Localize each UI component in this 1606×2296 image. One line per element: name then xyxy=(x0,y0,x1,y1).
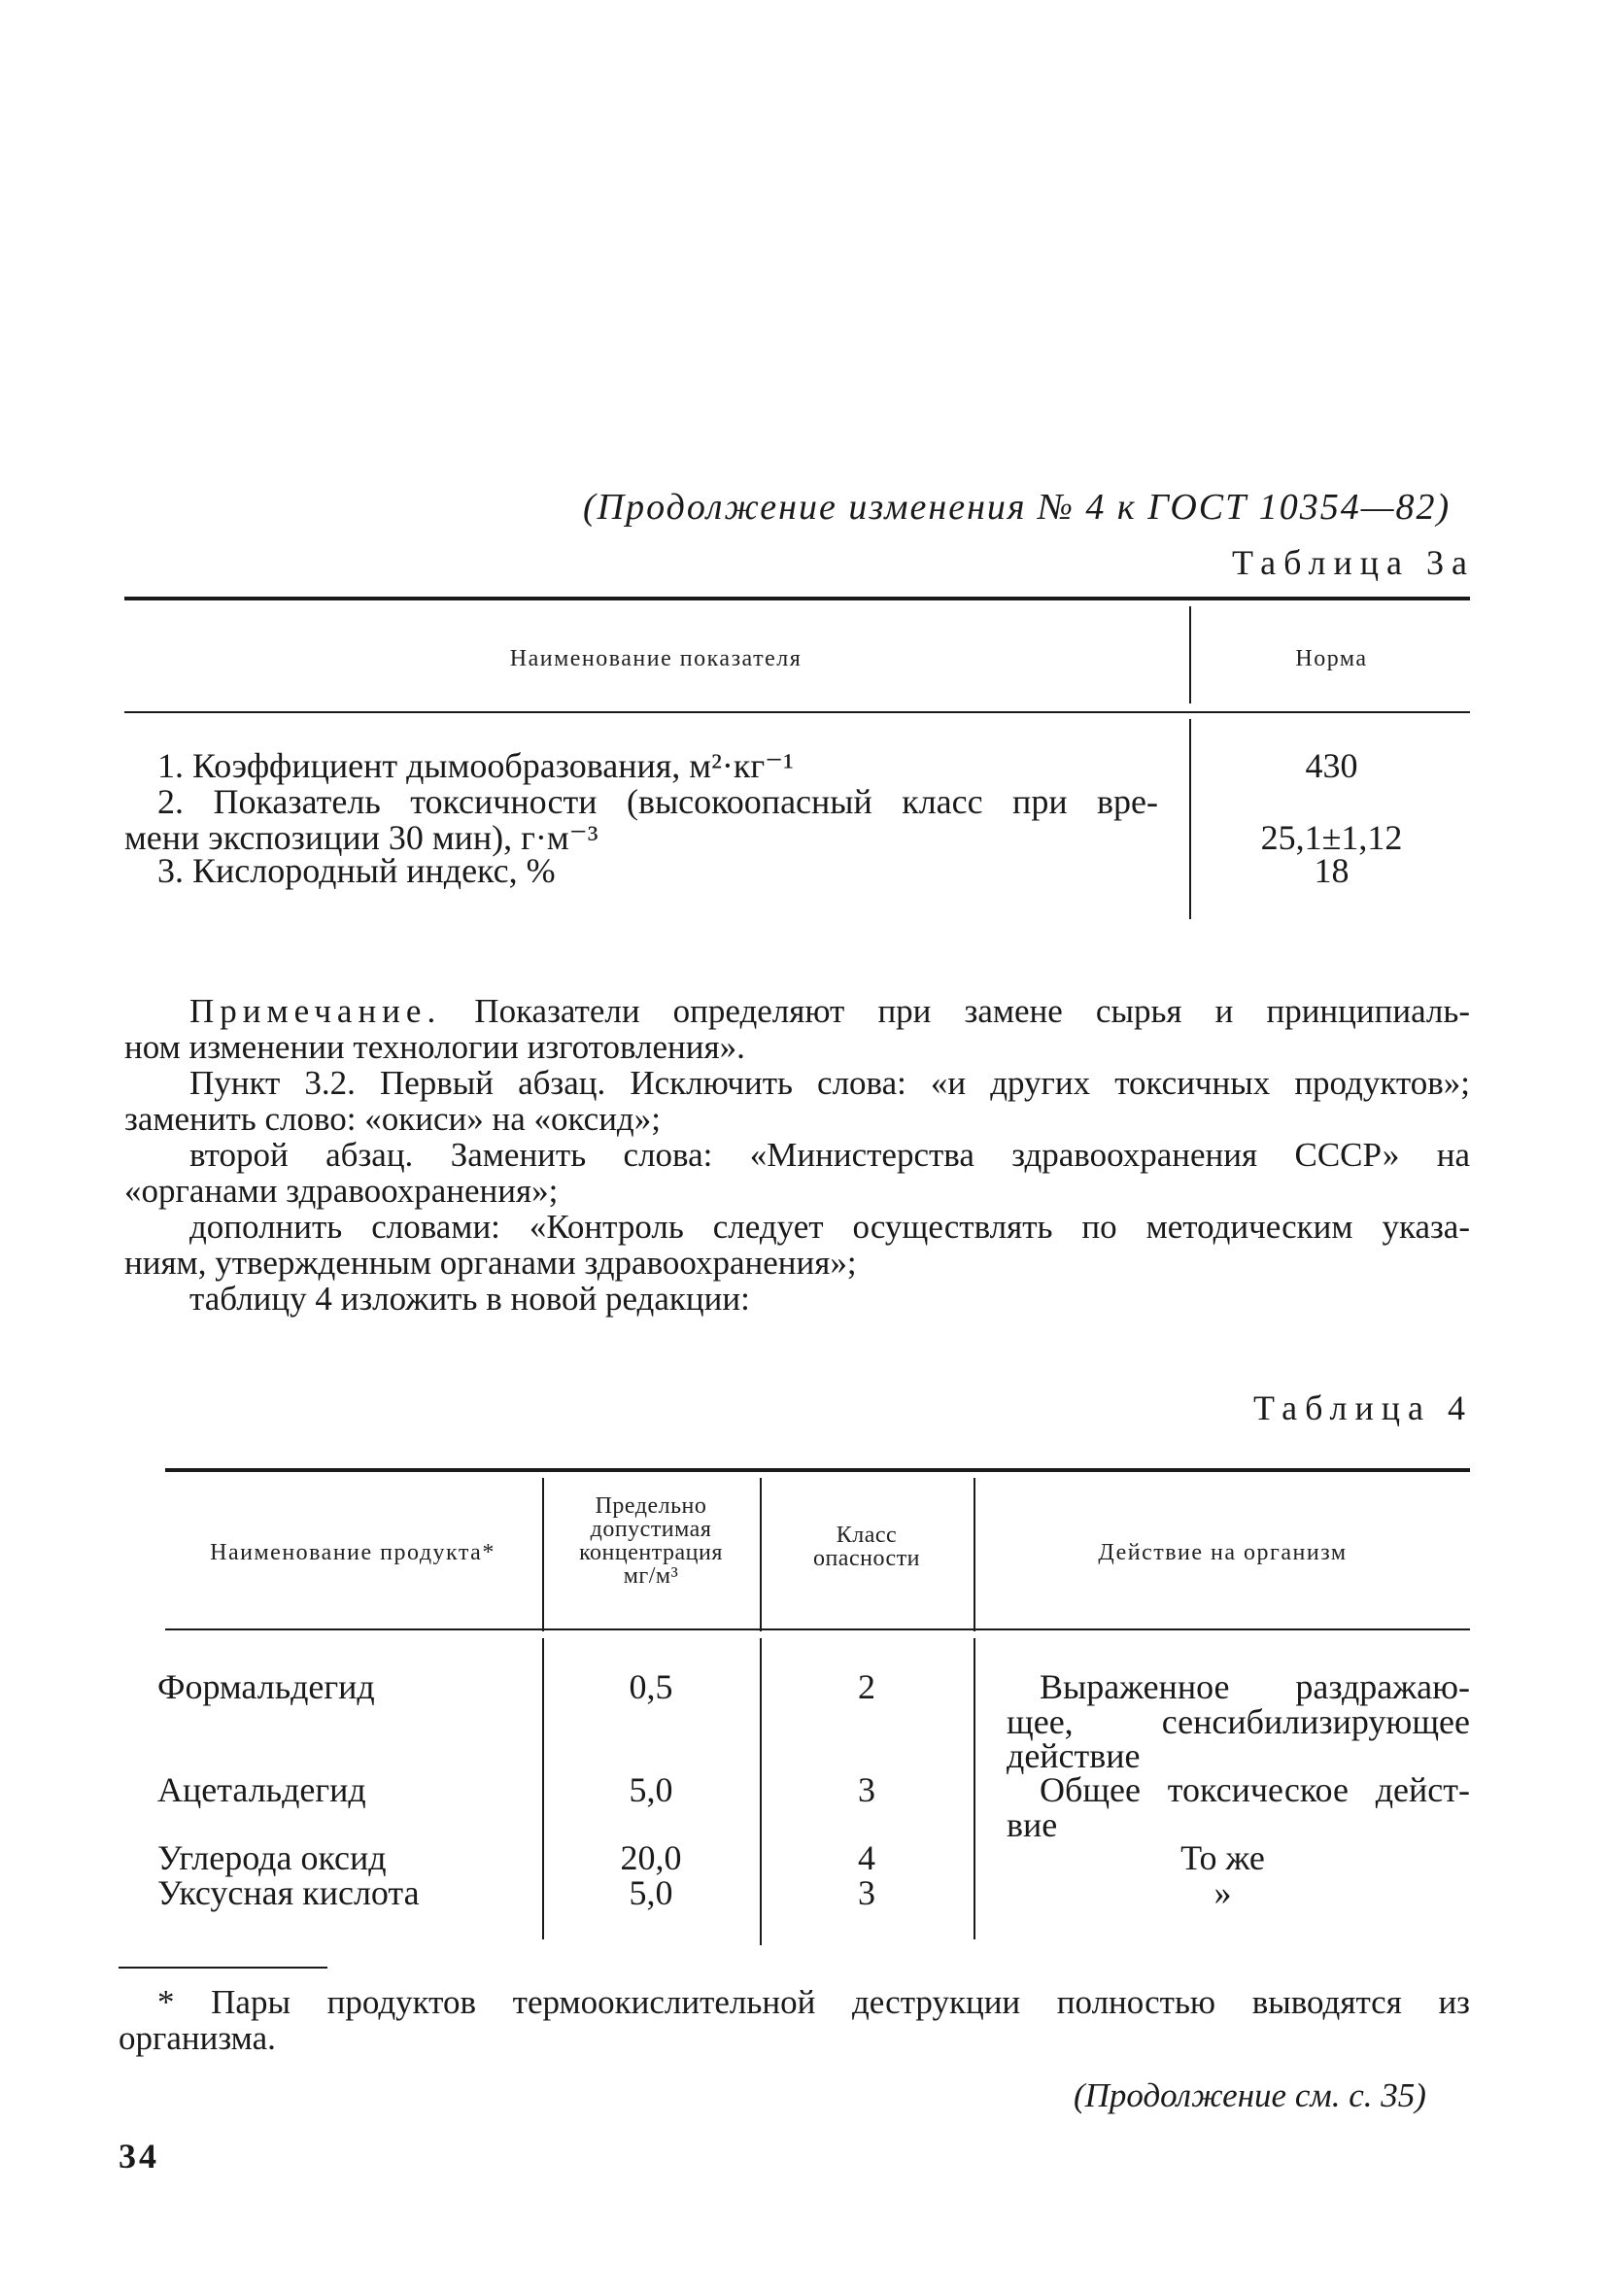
table-3a-row-1-value: 430 xyxy=(1305,746,1358,785)
table-4-row-3-class: 4 xyxy=(858,1838,875,1877)
table-3a-row-3-value: 18 xyxy=(1314,851,1350,890)
table-4-row-1-effect-line1: Выраженное раздражаю- xyxy=(1040,1667,1470,1706)
table-4-row-4-class: 3 xyxy=(858,1873,875,1912)
table-4-row-4-product: Уксусная кислота xyxy=(157,1873,420,1912)
table-4-col-mpc-line1: Предельно xyxy=(595,1493,707,1519)
table-3a-col-norm: Норма xyxy=(1295,646,1368,671)
table-4-row-1-mpc: 0,5 xyxy=(629,1667,673,1706)
table-4-row-1-effect-line2: щее, сенсибилизирующее xyxy=(1007,1702,1470,1741)
paragraph-1-line-2: заменить слово: «окиси» на «оксид»; xyxy=(124,1100,661,1138)
table-4-top-rule xyxy=(165,1468,1470,1472)
note-label: Примечание. xyxy=(189,992,442,1030)
note-line-1 xyxy=(189,993,1470,1029)
table-3a-body-divider xyxy=(1189,719,1191,919)
table-4-row-2-effect-line2: вие xyxy=(1007,1805,1058,1844)
table-4-caption: Таблица 4 xyxy=(1253,1388,1473,1427)
paragraph-3-line-2: ниям, утвержденным органами здравоохранения»; xyxy=(124,1244,857,1282)
table-4-col-class xyxy=(762,1524,972,1570)
table-4-col-product: Наименование продукта* xyxy=(210,1540,495,1565)
table-3a-col-name: Наименование показателя xyxy=(509,646,803,671)
paragraph-2-line-2: «органами здравоохранения»; xyxy=(124,1172,559,1210)
table-4-col-effect: Действие на организм xyxy=(1098,1540,1348,1565)
footnote-line-1: * Пары продуктов термоокислительной деструкции полностью выводятся из xyxy=(157,1983,1470,2021)
footnote-rule xyxy=(119,1967,327,1969)
paragraph-2-line-1: второй абзац. Заменить слова: «Министерства здравоохранения СССР» на xyxy=(189,1136,1470,1174)
table-4-row-3-product: Углерода оксид xyxy=(157,1838,387,1877)
table-4-col-mpc-line4: мг/м³ xyxy=(623,1563,679,1589)
table-3a-row-2-value: 25,1±1,12 xyxy=(1260,818,1403,857)
table-3a-row-1-name: 1. Коэффициент дымообразования, м²·кг⁻¹ xyxy=(157,746,794,785)
paragraph-3-line-1: дополнить словами: «Контроль следует осуществлять по методическим указа- xyxy=(189,1208,1470,1246)
paragraph-1-line-1: Пункт 3.2. Первый абзац. Исключить слова: «и других токсичных продуктов»; xyxy=(189,1064,1470,1102)
table-4-row-1-class: 2 xyxy=(858,1667,875,1706)
table-4-row-4-effect: » xyxy=(1213,1873,1232,1912)
table-4-row-3-mpc: 20,0 xyxy=(620,1838,682,1877)
table-4-row-1-effect-line3: действие xyxy=(1007,1736,1141,1775)
table-3a-row-3-name: 3. Кислородный индекс, % xyxy=(157,851,556,890)
page-number: 34 xyxy=(119,2137,159,2176)
paragraph-4: таблицу 4 изложить в новой редакции: xyxy=(189,1280,750,1318)
table-4-row-3-effect: То же xyxy=(1180,1838,1265,1877)
continuation-header: (Продолжение изменения № 4 к ГОСТ 10354—82) xyxy=(583,487,1452,528)
table-3a-caption: Таблица 3а xyxy=(1232,543,1475,582)
note-line-2: ном изменении технологии изготовления». xyxy=(124,1028,745,1066)
table-3a-header-divider xyxy=(1189,606,1191,703)
table-4-row-1-product: Формальдегид xyxy=(157,1667,375,1706)
table-4-col-mpc-line2: допустимая xyxy=(590,1517,712,1542)
table-4-row-4-mpc: 5,0 xyxy=(629,1873,673,1912)
continuation-reference: (Продолжение см. с. 35) xyxy=(1074,2076,1426,2114)
note-text: Показатели определяют при замене сырья и принципиаль- xyxy=(441,992,1470,1030)
table-4-row-2-mpc: 5,0 xyxy=(629,1770,673,1809)
table-4-col-class-line2: опасности xyxy=(812,1546,921,1571)
table-3a-header-rule xyxy=(124,711,1470,713)
table-4-row-2-product: Ацетальдегид xyxy=(157,1770,366,1809)
table-3a-row-2-name-line1: 2. Показатель токсичности (высокоопасный класс при вре- xyxy=(157,782,1158,821)
table-3a-top-rule xyxy=(124,597,1470,600)
table-4-col-mpc xyxy=(544,1494,758,1588)
table-4-header-rule xyxy=(165,1628,1470,1630)
table-4-col-class-line1: Класс xyxy=(836,1523,898,1548)
footnote-line-2: организма. xyxy=(119,2019,276,2057)
table-4-row-2-class: 3 xyxy=(858,1770,875,1809)
table-4-row-2-effect-line1: Общее токсическое дейст- xyxy=(1040,1770,1470,1809)
table-3a-row-2-name-line2: мени экспозиции 30 мин), г·м⁻³ xyxy=(124,818,598,857)
table-4-col-mpc-line3: концентрация xyxy=(579,1540,723,1565)
